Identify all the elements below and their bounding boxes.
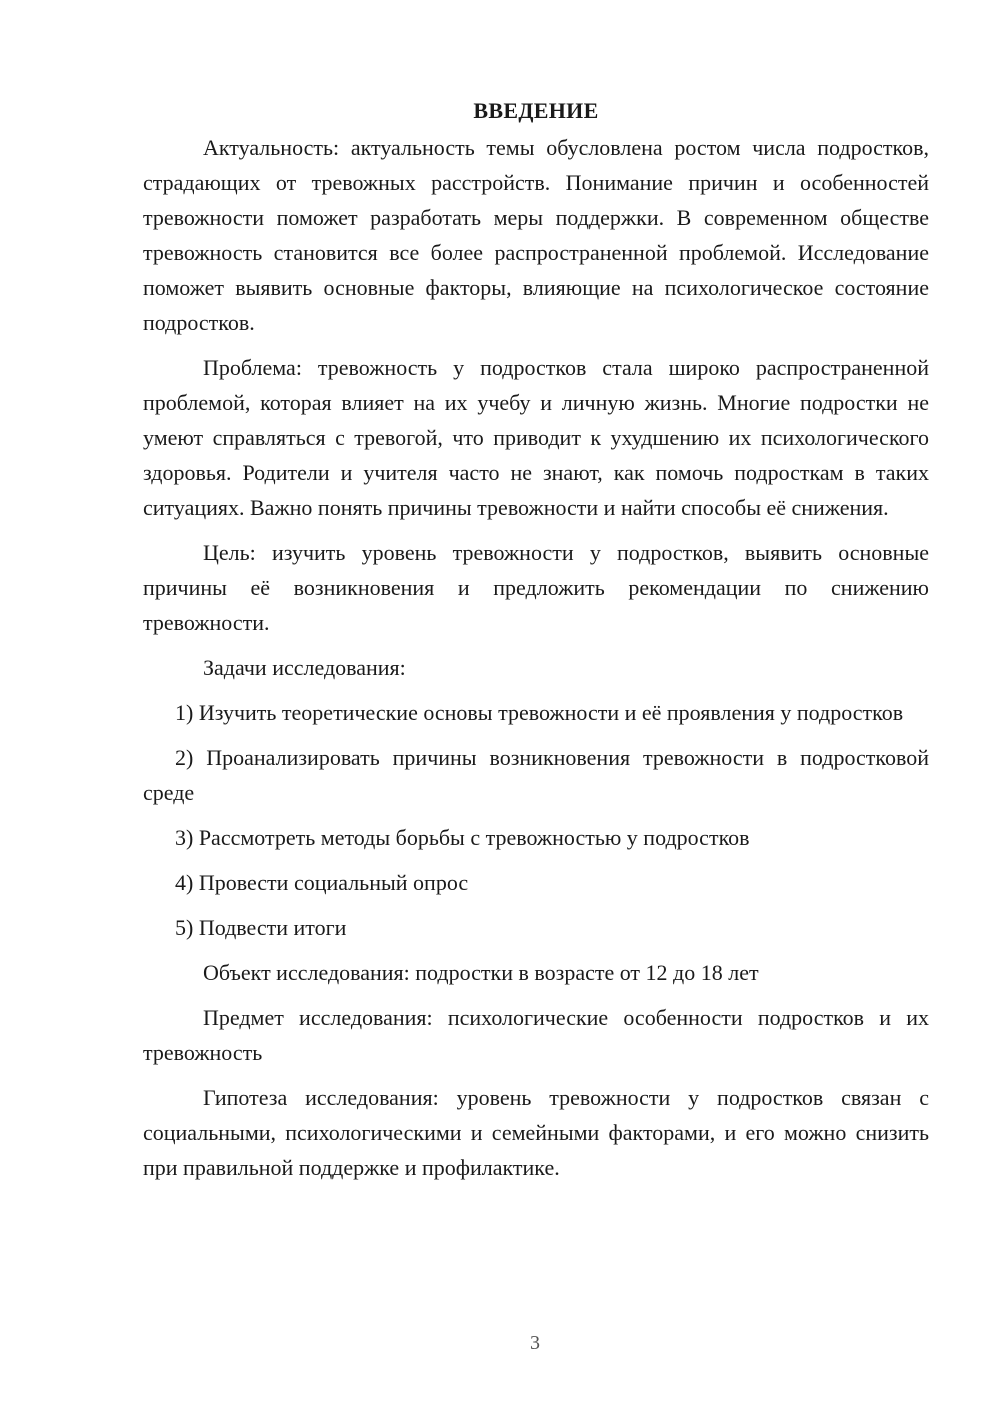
paragraph-tasks-heading: Задачи исследования:: [203, 655, 406, 680]
task-item-5: 5) Подвести итоги: [175, 915, 347, 940]
paragraph-goal: Цель: изучить уровень тревожности у подростков, выявить основные причины её возникновения и предложить рекомендации по снижению тревожности.: [143, 540, 929, 635]
task-item-3: 3) Рассмотреть методы борьбы с тревожностью у подростков: [175, 825, 750, 850]
paragraph-hypothesis: Гипотеза исследования: уровень тревожности у подростков связан с социальными, психологическими и семейными факторами, и его можно снизить при правильной поддержке и профилактике.: [143, 1085, 929, 1180]
task-item-1: 1) Изучить теоретические основы тревожности и её проявления у подростков: [175, 700, 904, 725]
paragraph-subject: Предмет исследования: психологические особенности подростков и их тревожность: [143, 1005, 929, 1065]
section-title: ВВЕДЕНИЕ: [473, 98, 599, 123]
task-item-2: 2) Проанализировать причины возникновения тревожности в подростковой среде: [143, 745, 929, 805]
paragraph-relevance: Актуальность: актуальность темы обусловлена ростом числа подростков, страдающих от тревожных расстройств. Понимание причин и особенностей тревожности поможет разработать меры поддержки. В современном обществе тревожность становится все более распространенной проблемой. Исследование поможет выявить основные факторы, влияющие на психологическое состояние подростков.: [143, 135, 929, 335]
page-number: 3: [530, 1332, 540, 1354]
task-item-4: 4) Провести социальный опрос: [175, 870, 469, 895]
paragraph-object: Объект исследования: подростки в возрасте от 12 до 18 лет: [203, 960, 759, 985]
page-content: [143, 96, 929, 1195]
paragraph-problem: Проблема: тревожность у подростков стала широко распространенной проблемой, которая влияет на их учебу и личную жизнь. Многие подростки не умеют справляться с тревогой, что приводит к ухудшению их психологического здоровья. Родители и учителя часто не знают, как помочь подросткам в таких ситуациях. Важно понять причины тревожности и найти способы её снижения.: [143, 355, 929, 520]
